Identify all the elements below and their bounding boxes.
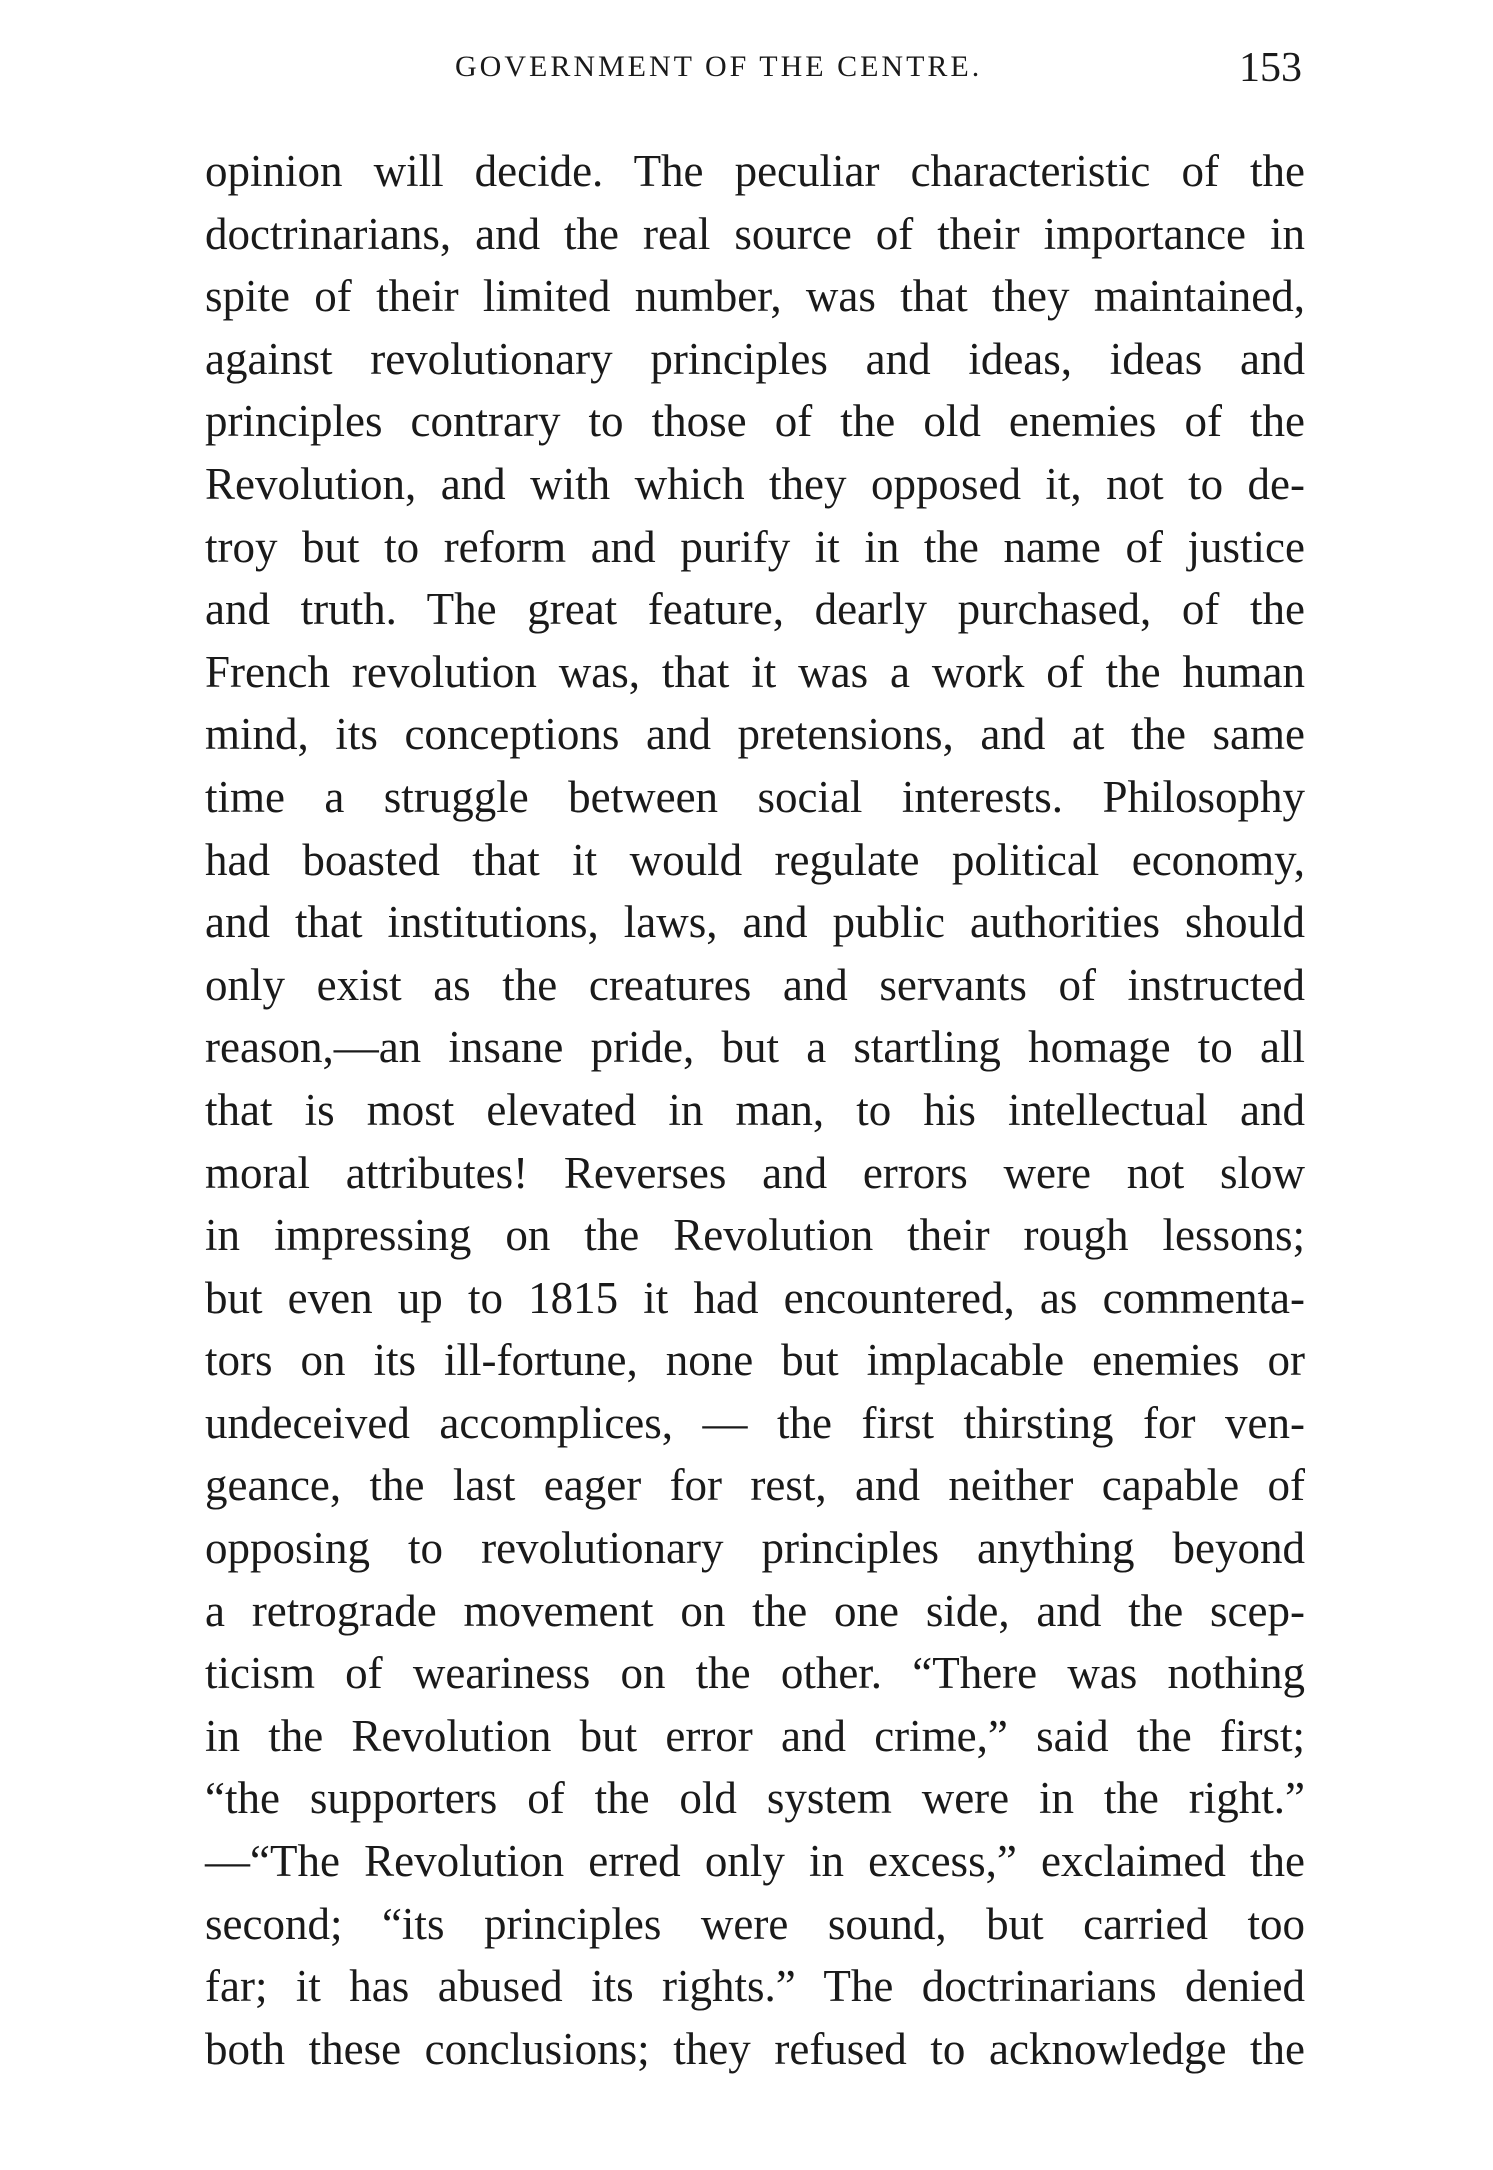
text-line: spite of their limited number, was that they maintained,	[205, 271, 1305, 322]
text-line: Revolution, and with which they opposed it, not to de-	[205, 458, 1305, 509]
text-line: against revolutionary principles and ideas, ideas and	[205, 333, 1305, 384]
text-line: in the Revolution but error and crime,” said the first;	[205, 1710, 1305, 1761]
text-line: a retrograde movement on the one side, and the scep-	[205, 1585, 1305, 1636]
text-line: far; it has abused its rights.” The doctrinarians denied	[205, 1961, 1305, 2012]
text-line: and truth. The great feature, dearly purchased, of the	[205, 584, 1305, 635]
text-line: had boasted that it would regulate political economy,	[205, 834, 1305, 885]
running-head: GOVERNMENT OF THE CENTRE.	[455, 50, 983, 83]
text-line: moral attributes! Reverses and errors were not slow	[205, 1147, 1305, 1198]
text-line: only exist as the creatures and servants of instructed	[205, 959, 1305, 1010]
text-line: reason,—an insane pride, but a startling homage to all	[205, 1022, 1305, 1073]
text-line: that is most elevated in man, to his intellectual and	[205, 1084, 1305, 1135]
page-header	[205, 44, 1302, 94]
text-line: undeceived accomplices, — the first thirsting for ven-	[205, 1397, 1305, 1448]
text-line: geance, the last eager for rest, and neither capable of	[205, 1460, 1305, 1511]
text-line: but even up to 1815 it had encountered, as commenta-	[205, 1272, 1305, 1323]
page-number: 153	[1239, 45, 1302, 91]
body-text	[205, 140, 1305, 2080]
text-line: “the supporters of the old system were in the right.”	[205, 1773, 1305, 1824]
text-line: in impressing on the Revolution their rough lessons;	[205, 1210, 1305, 1261]
text-line: mind, its conceptions and pretensions, and at the same	[205, 709, 1305, 760]
text-line: opinion will decide. The peculiar characteristic of the	[205, 146, 1305, 196]
text-line: both these conclusions; they refused to acknowledge the	[205, 2023, 1305, 2074]
text-line: doctrinarians, and the real source of their importance in	[205, 208, 1305, 259]
text-line: —“The Revolution erred only in excess,” exclaimed the	[205, 1836, 1305, 1887]
text-line: ticism of weariness on the other. “There was nothing	[205, 1648, 1305, 1699]
text-line: principles contrary to those of the old enemies of the	[205, 396, 1305, 447]
text-line: second; “its principles were sound, but carried too	[205, 1898, 1305, 1949]
text-line: opposing to revolutionary principles anything beyond	[205, 1523, 1305, 1574]
text-line: time a struggle between social interests. Philosophy	[205, 771, 1305, 822]
text-line: troy but to reform and purify it in the name of justice	[205, 521, 1305, 572]
text-line: French revolution was, that it was a work of the human	[205, 646, 1305, 697]
text-line: and that institutions, laws, and public authorities should	[205, 897, 1305, 948]
text-line: tors on its ill-fortune, none but implacable enemies or	[205, 1335, 1305, 1386]
